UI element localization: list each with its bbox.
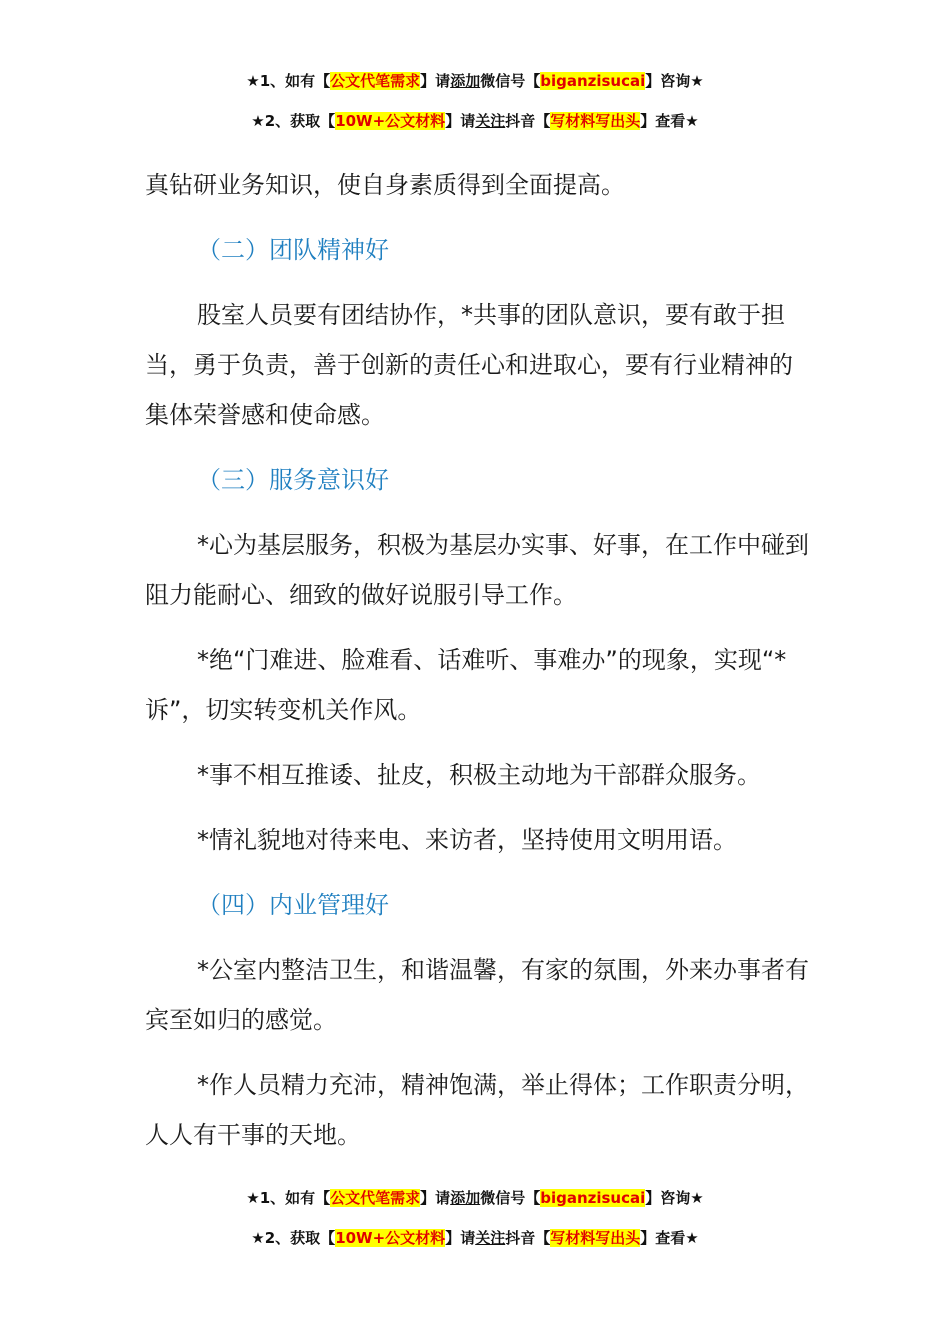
paragraph: *情礼貌地对待来电、来访者，坚持使用文明用语。 bbox=[197, 826, 737, 854]
section-heading: （三）服务意识好 bbox=[197, 466, 389, 494]
paragraph: 股室人员要有团结协作，*共事的团队意识，要有敢于担当，勇于负责，善于创新的责任心和进取心，要有行业精神的集体荣誉感和使命感。 bbox=[145, 301, 793, 429]
banner-text: 】请 bbox=[420, 1189, 451, 1207]
underlined-text: 添加 bbox=[450, 1189, 481, 1207]
banner-text: ★2、获取【 bbox=[251, 1229, 336, 1247]
banner-text: 】请 bbox=[445, 112, 476, 130]
banner-text: 抖音【 bbox=[505, 1229, 551, 1247]
banner-text: 微信号【 bbox=[480, 72, 541, 90]
paragraph: *事不相互推诿、扯皮，积极主动地为干部群众服务。 bbox=[197, 761, 761, 789]
banner-text: 抖音【 bbox=[505, 112, 551, 130]
highlight-text: 10W+公文材料 bbox=[335, 1229, 446, 1247]
paragraph: *公室内整洁卫生，和谐温馨，有家的氛围，外来办事者有宾至如归的感觉。 bbox=[145, 956, 809, 1034]
top-banner-line-1 bbox=[0, 70, 950, 92]
banner-text: 】查看★ bbox=[640, 112, 699, 130]
section-heading: （四）内业管理好 bbox=[197, 891, 389, 919]
highlight-text: 10W+公文材料 bbox=[335, 112, 446, 130]
banner-text: 】请 bbox=[420, 72, 451, 90]
banner-text: ★1、如有【 bbox=[246, 1189, 331, 1207]
paragraph: *绝“门难进、脸难看、话难听、事难办”的现象，实现“*诉”，切实转变机关作风。 bbox=[145, 646, 787, 724]
douyin-highlight: 写材料写出头 bbox=[550, 1229, 641, 1247]
highlight-text: 公文代笔需求 bbox=[330, 72, 421, 90]
underlined-text: 关注 bbox=[475, 1229, 506, 1247]
bottom-banner-line-2 bbox=[0, 1227, 950, 1249]
section-heading: （二）团队精神好 bbox=[197, 236, 389, 264]
banner-text: 微信号【 bbox=[480, 1189, 541, 1207]
wechat-id-highlight: biganzisucai bbox=[540, 72, 646, 90]
banner-text: 】咨询★ bbox=[645, 1189, 704, 1207]
bottom-banner-line-1 bbox=[0, 1187, 950, 1209]
douyin-highlight: 写材料写出头 bbox=[550, 112, 641, 130]
top-banner-line-2 bbox=[0, 110, 950, 132]
highlight-text: 公文代笔需求 bbox=[330, 1189, 421, 1207]
paragraph: *心为基层服务，积极为基层办实事、好事，在工作中碰到阻力能耐心、细致的做好说服引导工作。 bbox=[145, 531, 809, 609]
paragraph: 真钻研业务知识，使自身素质得到全面提高。 bbox=[145, 171, 625, 199]
wechat-id-highlight: biganzisucai bbox=[540, 1189, 646, 1207]
banner-text: 】咨询★ bbox=[645, 72, 704, 90]
banner-text: ★2、获取【 bbox=[251, 112, 336, 130]
paragraph: *作人员精力充沛，精神饱满，举止得体；工作职责分明，人人有干事的天地。 bbox=[145, 1071, 809, 1149]
banner-text: 】请 bbox=[445, 1229, 476, 1247]
banner-text: ★1、如有【 bbox=[246, 72, 331, 90]
banner-text: 】查看★ bbox=[640, 1229, 699, 1247]
document-body bbox=[145, 160, 810, 1175]
underlined-text: 关注 bbox=[475, 112, 506, 130]
underlined-text: 添加 bbox=[450, 72, 481, 90]
